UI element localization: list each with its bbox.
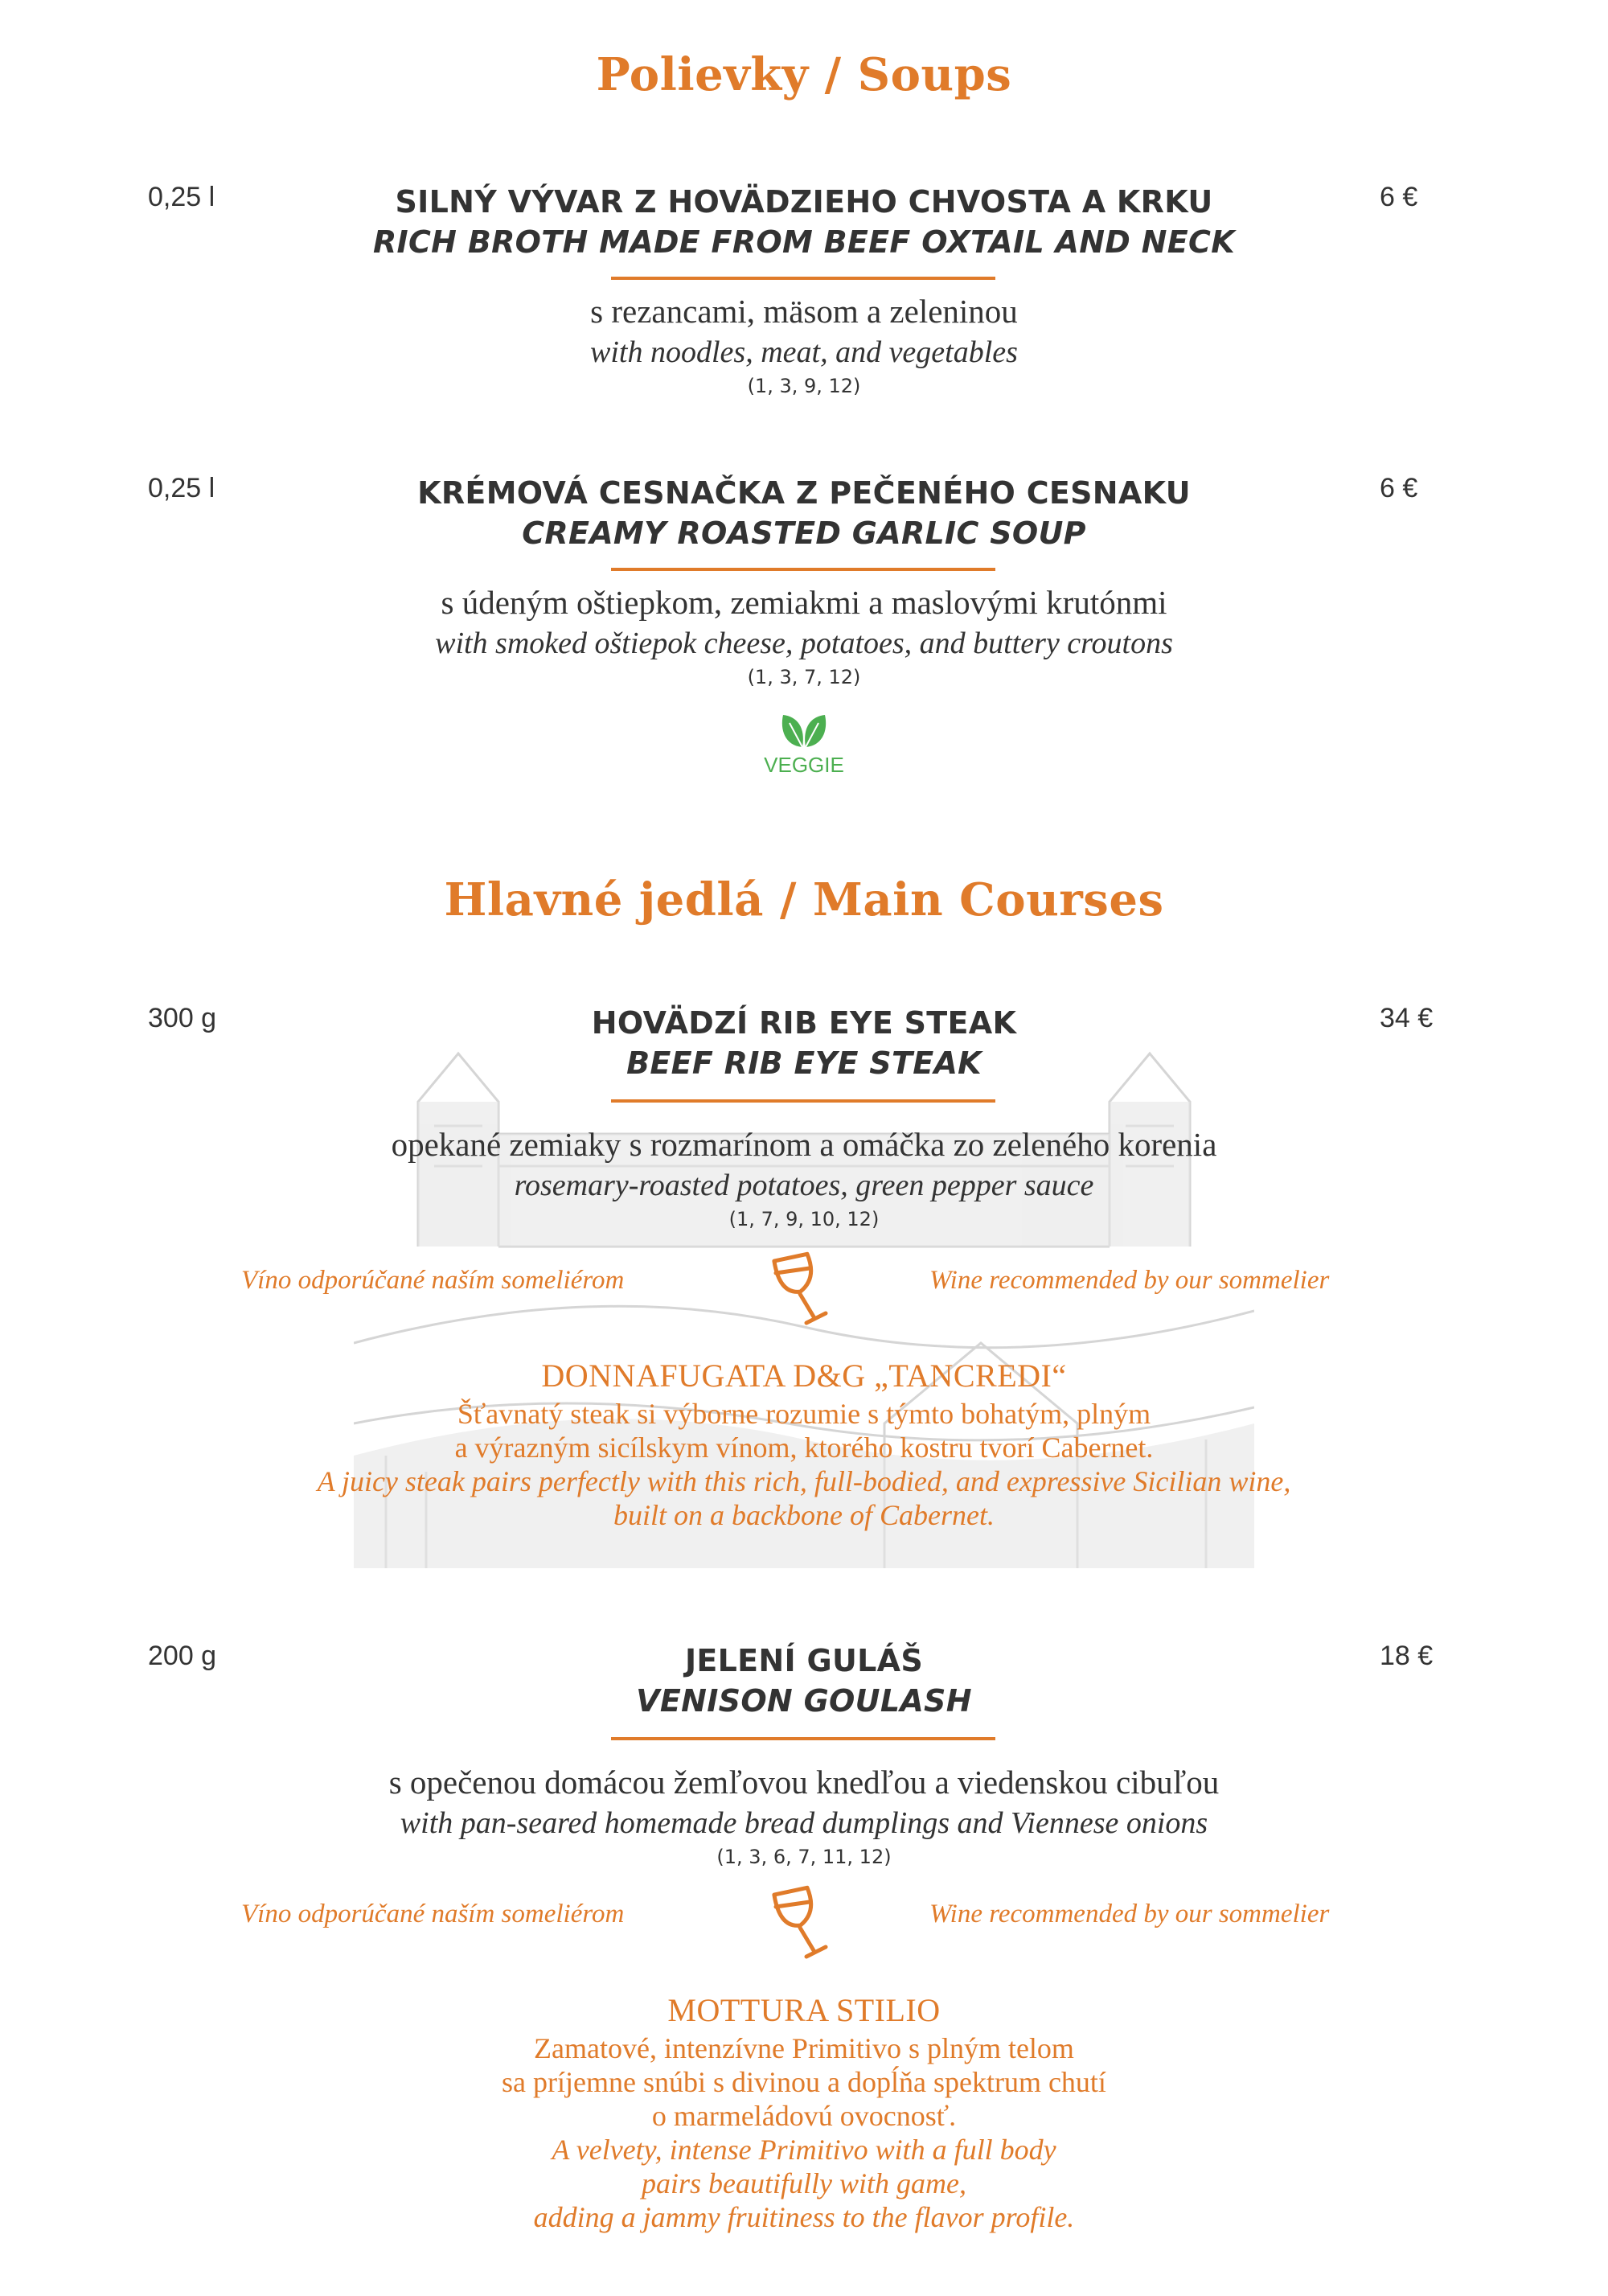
wine-recommendation-label-en: Wine recommended by our sommelier <box>929 1266 1330 1295</box>
wine-recommendation-label-en: Wine recommended by our sommelier <box>929 1900 1330 1928</box>
divider-rule <box>611 568 995 571</box>
wine-description-en-line: A velvety, intense Primitivo with a full body <box>552 2134 1056 2166</box>
dish-quantity: 200 g <box>148 1641 217 1671</box>
dish-allergens: (1, 7, 9, 10, 12) <box>728 1208 880 1230</box>
dish-description-sk: opekané zemiaky s rozmarínom a omáčka zo zeleného korenia <box>391 1126 1217 1163</box>
section-title-soups: Polievky / Soups <box>596 48 1012 101</box>
dish-description-sk: s opečenou domácou žemľovou knedľou a viedenskou cibuľou <box>388 1764 1220 1801</box>
dish-allergens: (1, 3, 6, 7, 11, 12) <box>716 1846 892 1868</box>
dish-description-en: rosemary-roasted potatoes, green pepper sauce <box>514 1169 1094 1202</box>
dish-description-en: with noodles, meat, and vegetables <box>590 335 1018 369</box>
leaf-icon <box>778 712 830 749</box>
divider-rule <box>611 1737 995 1740</box>
dish-quantity: 0,25 l <box>148 473 215 503</box>
wine-description-sk-line: o marmeládovú ovocnosť. <box>651 2100 957 2132</box>
dish-name-sk: JELENÍ GULÁŠ <box>684 1643 924 1678</box>
wine-description-en-line: adding a jammy fruitiness to the flavor profile. <box>533 2201 1075 2233</box>
wine-pairing-tancredi <box>201 1355 1407 1532</box>
dish-quantity: 300 g <box>148 1003 217 1033</box>
veggie-label: VEGGIE <box>764 753 844 777</box>
dish-name-en: BEEF RIB EYE STEAK <box>626 1045 982 1081</box>
wine-description-sk-line: a výrazným sicílskym vínom, ktorého kostru tvorí Cabernet. <box>454 1431 1154 1464</box>
dish-quantity: 0,25 l <box>148 182 215 212</box>
dish-name-sk: SILNÝ VÝVAR Z HOVÄDZIEHO CHVOSTA A KRKU <box>395 184 1213 220</box>
dish-name-sk: KRÉMOVÁ CESNAČKA Z PEČENÉHO CESNAKU <box>417 475 1191 511</box>
dish-price: 18 € <box>1380 1641 1434 1671</box>
dish-name-en: CREAMY ROASTED GARLIC SOUP <box>522 515 1086 551</box>
section-title-main-courses: Hlavné jedlá / Main Courses <box>444 873 1164 926</box>
dish-description-en: with smoked oštiepok cheese, potatoes, and buttery croutons <box>435 626 1173 660</box>
divider-rule <box>611 277 995 280</box>
dish-description-en: with pan-seared homemade bread dumplings and Viennese onions <box>400 1806 1208 1840</box>
dish-description-sk: s rezancami, mäsom a zeleninou <box>590 293 1018 330</box>
dish-price: 6 € <box>1380 182 1418 212</box>
dish-price: 34 € <box>1380 1003 1434 1033</box>
dish-name-en: RICH BROTH MADE FROM BEEF OXTAIL AND NECK <box>373 224 1235 260</box>
wine-description-en-line: pairs beautifully with game, <box>642 2167 966 2199</box>
dish-allergens: (1, 3, 7, 12) <box>747 666 861 688</box>
wine-name: MOTTURA STILIO <box>667 1992 941 2028</box>
wine-description-sk-line: Zamatové, intenzívne Primitivo s plným telom <box>534 2032 1074 2064</box>
wine-description-en-line: A juicy steak pairs perfectly with this rich, full-bodied, and expressive Sicilian wine, <box>317 1465 1291 1497</box>
wine-recommendation-label-sk: Víno odporúčané naším someliérom <box>241 1266 625 1295</box>
divider-rule <box>611 1099 995 1103</box>
veggie-badge <box>724 712 884 778</box>
dish-price: 6 € <box>1380 473 1418 503</box>
wine-pairing-mottura-stilio <box>201 1990 1407 2234</box>
dish-description-sk: s údeným oštiepkom, zemiakmi a maslovými krutónmi <box>441 584 1167 621</box>
wine-glass-icon <box>766 1251 839 1331</box>
wine-glass-icon <box>766 1884 839 1965</box>
dish-name-en: VENISON GOULASH <box>636 1683 972 1719</box>
wine-name: DONNAFUGATA D&G „TANCREDI“ <box>541 1357 1067 1394</box>
wine-recommendation-label-sk: Víno odporúčané naším someliérom <box>241 1900 625 1928</box>
dish-allergens: (1, 3, 9, 12) <box>747 375 861 397</box>
wine-description-sk-line: sa príjemne snúbi s divinou a dopĺňa spektrum chutí <box>502 2066 1106 2098</box>
wine-description-sk-line: Šťavnatý steak si výborne rozumie s týmto bohatým, plným <box>457 1398 1151 1430</box>
dish-name-sk: HOVÄDZÍ RIB EYE STEAK <box>591 1005 1017 1041</box>
wine-description-en-line: built on a backbone of Cabernet. <box>613 1499 995 1531</box>
